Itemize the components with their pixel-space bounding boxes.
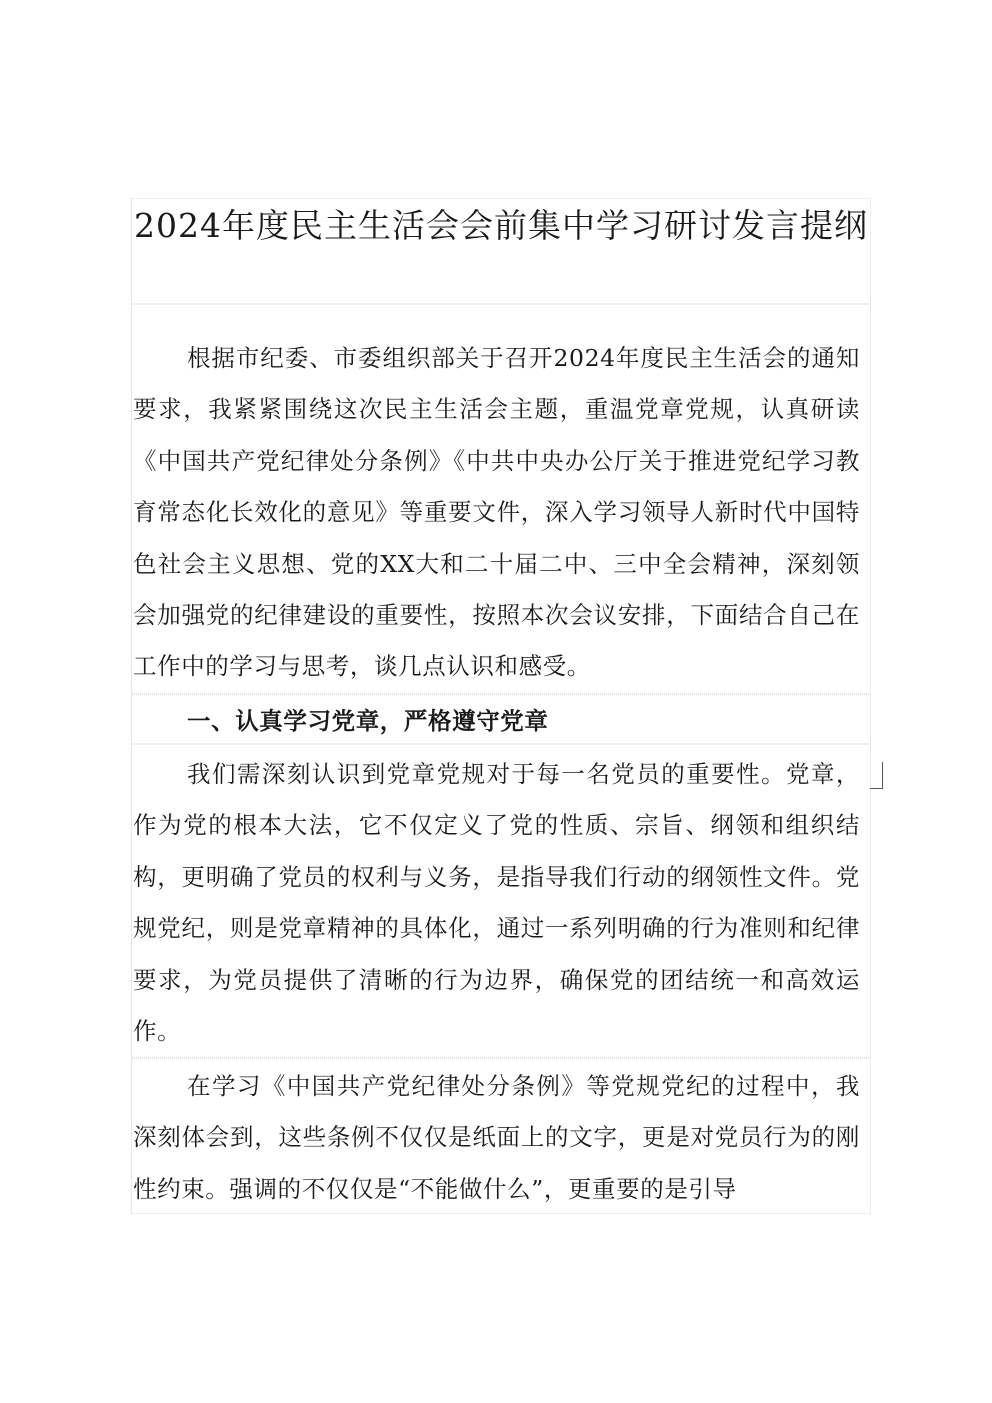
body-paragraph: 我们需深刻认识到党章党规对于每一名党员的重要性。党章，作为党的根本大法，它不仅定义了党的性质、宗旨、纲领和组织结构，更明确了党员的权利与义务，是指导我们行动的纲领性文件。党规党纪，则是党章精神的具体化，通过一系列明确的行为准则和纪律要求，为党员提供了清晰的行为边界，确保党的团结统一和高效运作。 (133, 760, 860, 1046)
margin-mark (870, 762, 883, 789)
intro-paragraph: 根据市纪委、市委组织部关于召开2024年度民主生活会的通知要求，我紧紧围绕这次民主生活会主题，重温党章党规，认真研读《中国共产党纪律处分条例》《中共中央办公厅关于推进党纪学习教育常态化长效化的意见》等重要文件，深入学习领导人新时代中国特色社会主义思想、党的XX大和二十届二中、三中全会精神，深刻领会加强党的纪律建设的重要性，按照本次会议安排，下面结合自己在工作中的学习与思考，谈几点认识和感受。 (133, 344, 860, 681)
section-heading: 一、认真学习党章，严格遵守党章 (187, 707, 549, 735)
document-title: 2024年度民主生活会会前集中学习研讨发言提纲 (134, 206, 868, 245)
body-paragraph: 在学习《中国共产党纪律处分条例》等党规党纪的过程中，我深刻体会到，这些条例不仅仅是纸面上的文字，更是对党员行为的刚性约束。强调的不仅仅是“不能做什么”，更重要的是引导 (133, 1072, 860, 1203)
